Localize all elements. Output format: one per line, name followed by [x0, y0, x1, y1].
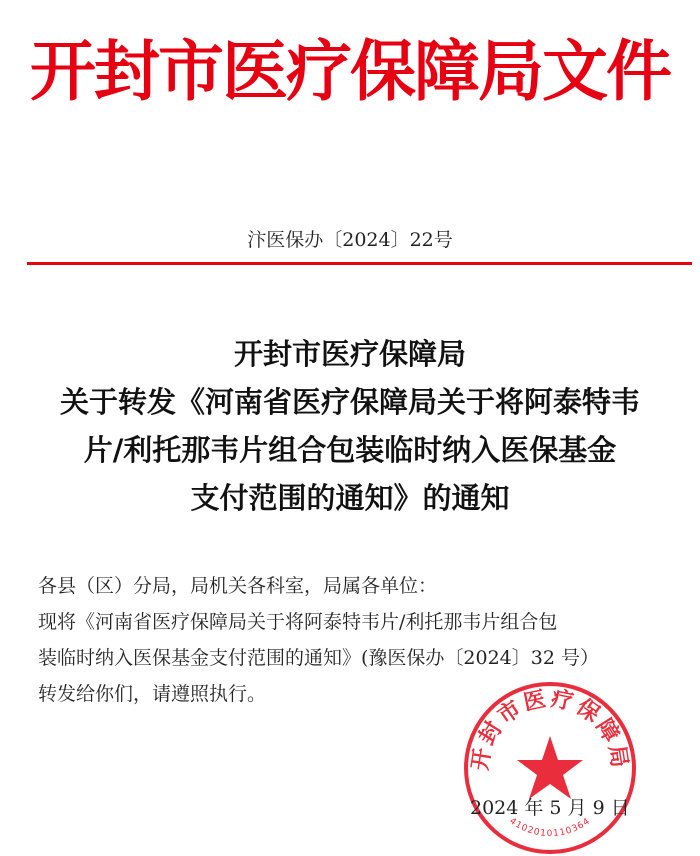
seal-code-text: 4102010110364: [507, 816, 593, 840]
body-paragraph-line: 现将《河南省医疗保障局关于将阿泰特韦片/利托那韦片组合包: [38, 611, 558, 633]
body-paragraph-line: 装临时纳入医保基金支付范围的通知》(豫医保办〔2024〕32 号）: [38, 647, 599, 669]
document-header-title: 开封市医疗保障局文件: [30, 33, 670, 110]
addressee-line: 各县（区）分局，局机关各科室，局属各单位：: [38, 575, 438, 597]
notice-title-line: 关于转发《河南省医疗保障局关于将阿泰特韦: [59, 385, 640, 419]
notice-title-line: 开封市医疗保障局: [233, 337, 466, 371]
star-icon: [517, 736, 583, 799]
notice-title-line: 支付范围的通知》的通知: [190, 481, 510, 515]
notice-title-line: 片/利托那韦片组合包装临时纳入医保基金: [83, 433, 617, 467]
body-paragraph-line: 转发给你们，请遵照执行。: [38, 683, 267, 705]
document-number: 汴医保办〔2024〕22号: [247, 229, 453, 251]
notice-title: [20, 330, 680, 522]
seal-arc-text: 开封市医疗保障局: [468, 686, 632, 773]
header-red-rule: [27, 262, 692, 265]
official-seal-stamp: [462, 680, 638, 856]
document-date: 2024 年 5 月 9 日: [470, 797, 630, 819]
